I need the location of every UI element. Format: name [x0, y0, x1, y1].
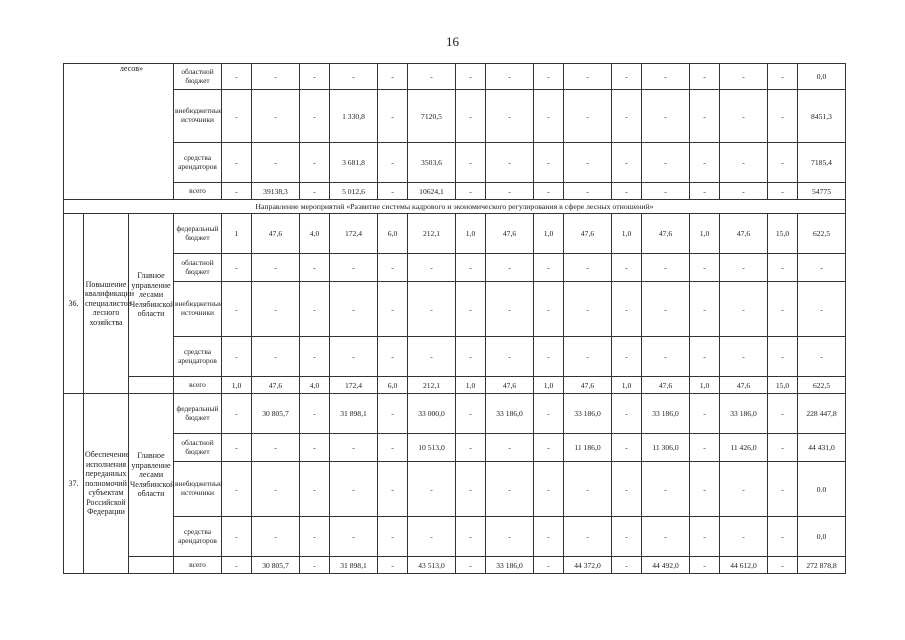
- item-row-value-cell: -: [456, 254, 486, 282]
- funding-source-label: всего: [174, 183, 222, 200]
- item-row-value-cell: -: [486, 434, 534, 462]
- item-row-total-cell: 0,0: [798, 517, 846, 557]
- item-row-value-cell: -: [456, 282, 486, 337]
- continued-row-total-cell: 8451,3: [798, 90, 846, 143]
- continued-row-value-cell: -: [378, 183, 408, 200]
- item-row-value-cell: -: [534, 282, 564, 337]
- continued-row-value-cell: -: [690, 64, 720, 90]
- item-row-value-cell: 33 000,0: [408, 394, 456, 434]
- item-row-value-cell: -: [456, 394, 486, 434]
- item-row-value-cell: 1,0: [222, 377, 252, 394]
- item-row-value-cell: 172,4: [330, 377, 378, 394]
- continued-row-value-cell: -: [252, 64, 300, 90]
- item-row-value-cell: -: [378, 557, 408, 574]
- item-row-value-cell: -: [690, 557, 720, 574]
- item-row-value-cell: 15,0: [768, 214, 798, 254]
- item-executor: Главное управление лесами Челябинской области: [129, 394, 174, 557]
- item-row-value-cell: 47,6: [486, 214, 534, 254]
- item-row-value-cell: -: [300, 462, 330, 517]
- item-row-value-cell: 47,6: [564, 377, 612, 394]
- item-row-value-cell: -: [720, 254, 768, 282]
- table-row: [64, 90, 846, 143]
- item-row-value-cell: -: [222, 394, 252, 434]
- item-row-value-cell: 1,0: [612, 377, 642, 394]
- continued-row-value-cell: -: [768, 90, 798, 143]
- item-row-value-cell: 33 186,0: [486, 394, 534, 434]
- continued-row-total-cell: 7185,4: [798, 143, 846, 183]
- item-row-value-cell: 1,0: [612, 214, 642, 254]
- item-row-value-cell: 47,6: [252, 214, 300, 254]
- item-row-value-cell: 33 186,0: [642, 394, 690, 434]
- item-row-value-cell: -: [690, 517, 720, 557]
- item-row-value-cell: 1,0: [534, 377, 564, 394]
- table-row: [64, 214, 846, 254]
- item-row-value-cell: 6,0: [378, 377, 408, 394]
- item-row-value-cell: 212,1: [408, 377, 456, 394]
- continued-row-total-cell: 0,0: [798, 64, 846, 90]
- item-row-value-cell: -: [300, 337, 330, 377]
- item-row-value-cell: -: [330, 254, 378, 282]
- funding-source-label: внебюджетные источники: [174, 462, 222, 517]
- continued-row-value-cell: -: [642, 90, 690, 143]
- item-row-total-cell: 622,5: [798, 377, 846, 394]
- item-row-value-cell: 6,0: [378, 214, 408, 254]
- funding-source-label: всего: [174, 557, 222, 574]
- continued-row-value-cell: -: [378, 90, 408, 143]
- continued-row-value-cell: 7120,5: [408, 90, 456, 143]
- item-row-value-cell: -: [408, 254, 456, 282]
- item-row-value-cell: -: [690, 434, 720, 462]
- item-index: 36.: [64, 214, 84, 394]
- continued-row-value-cell: 10624,1: [408, 183, 456, 200]
- item-row-value-cell: -: [564, 254, 612, 282]
- continued-row-value-cell: -: [222, 90, 252, 143]
- continued-row-value-cell: -: [564, 64, 612, 90]
- continued-row-value-cell: -: [768, 143, 798, 183]
- item-row-value-cell: -: [408, 517, 456, 557]
- funding-source-label: всего: [174, 377, 222, 394]
- continued-row-value-cell: -: [486, 64, 534, 90]
- continued-row-value-cell: -: [330, 64, 378, 90]
- continued-row-value-cell: -: [612, 90, 642, 143]
- continued-row-value-cell: -: [222, 143, 252, 183]
- item-row-value-cell: -: [720, 282, 768, 337]
- item-row-value-cell: -: [720, 337, 768, 377]
- item-row-value-cell: 31 898,1: [330, 394, 378, 434]
- continued-row-value-cell: -: [768, 183, 798, 200]
- item-row-value-cell: 15,0: [768, 377, 798, 394]
- item-row-value-cell: -: [642, 517, 690, 557]
- item-name: Обеспечение исполнения переданных полномочий субъектам Российской Федерации: [84, 394, 129, 574]
- item-row-value-cell: -: [456, 462, 486, 517]
- item-row-value-cell: -: [486, 462, 534, 517]
- item-row-value-cell: -: [720, 517, 768, 557]
- item-row-value-cell: -: [690, 462, 720, 517]
- item-row-value-cell: -: [612, 254, 642, 282]
- item-row-value-cell: -: [330, 517, 378, 557]
- item-row-value-cell: -: [378, 462, 408, 517]
- item-row-total-cell: -: [798, 337, 846, 377]
- item-row-value-cell: -: [534, 434, 564, 462]
- item-row-value-cell: 11 426,0: [720, 434, 768, 462]
- item-row-value-cell: -: [486, 337, 534, 377]
- item-row-value-cell: -: [378, 434, 408, 462]
- item-row-value-cell: -: [642, 337, 690, 377]
- item-row-value-cell: -: [534, 517, 564, 557]
- continued-row-value-cell: -: [486, 183, 534, 200]
- item-row-value-cell: -: [222, 517, 252, 557]
- table-row: [64, 254, 846, 282]
- continued-row-value-cell: -: [564, 183, 612, 200]
- item-row-value-cell: -: [642, 254, 690, 282]
- item-row-value-cell: 4,0: [300, 214, 330, 254]
- continued-row-value-cell: -: [222, 64, 252, 90]
- item-row-value-cell: 1,0: [534, 214, 564, 254]
- funding-source-label: внебюджетные источники: [174, 90, 222, 143]
- item-row-value-cell: -: [456, 557, 486, 574]
- item-row-value-cell: 43 513,0: [408, 557, 456, 574]
- item-row-value-cell: 30 805,7: [252, 394, 300, 434]
- item-row-value-cell: -: [222, 282, 252, 337]
- item-row-value-cell: -: [378, 394, 408, 434]
- item-row-total-cell: -: [798, 254, 846, 282]
- item-row-value-cell: -: [768, 462, 798, 517]
- continued-row-value-cell: -: [252, 143, 300, 183]
- item-row-value-cell: -: [300, 254, 330, 282]
- funding-source-label: средства арендаторов: [174, 143, 222, 183]
- item-row-value-cell: -: [612, 282, 642, 337]
- item-row-value-cell: 30 805,7: [252, 557, 300, 574]
- continued-row-value-cell: -: [534, 90, 564, 143]
- item-row-value-cell: -: [378, 254, 408, 282]
- table-row: [64, 377, 846, 394]
- continued-row-value-cell: -: [486, 90, 534, 143]
- continued-row-value-cell: -: [456, 183, 486, 200]
- continued-row-value-cell: -: [564, 143, 612, 183]
- item-row-value-cell: -: [768, 434, 798, 462]
- item-row-value-cell: -: [300, 282, 330, 337]
- continued-row-value-cell: -: [534, 64, 564, 90]
- continued-row-value-cell: -: [378, 143, 408, 183]
- continued-row-value-cell: -: [612, 183, 642, 200]
- item-row-value-cell: -: [534, 462, 564, 517]
- item-index: 37.: [64, 394, 84, 574]
- funding-source-label: областной бюджет: [174, 434, 222, 462]
- item-row-value-cell: 1: [222, 214, 252, 254]
- item-row-value-cell: -: [486, 282, 534, 337]
- item-row-value-cell: -: [612, 557, 642, 574]
- continued-row-value-cell: -: [720, 183, 768, 200]
- funding-source-label: федеральный бюджет: [174, 394, 222, 434]
- item-row-value-cell: -: [222, 557, 252, 574]
- item-row-value-cell: -: [330, 337, 378, 377]
- item-row-value-cell: 47,6: [720, 377, 768, 394]
- continued-row-value-cell: -: [408, 64, 456, 90]
- continued-row-value-cell: -: [690, 90, 720, 143]
- item-row-value-cell: -: [564, 282, 612, 337]
- item-row-value-cell: -: [330, 434, 378, 462]
- item-row-value-cell: -: [768, 254, 798, 282]
- continued-row-value-cell: -: [378, 64, 408, 90]
- continued-row-value-cell: -: [720, 90, 768, 143]
- item-row-value-cell: 33 186,0: [720, 394, 768, 434]
- item-row-value-cell: -: [534, 394, 564, 434]
- continued-row-value-cell: -: [300, 183, 330, 200]
- continued-row-value-cell: 3503,6: [408, 143, 456, 183]
- continued-row-value-cell: -: [534, 183, 564, 200]
- direction-title: Направление мероприятий «Развитие системы кадрового и экономического регулирования в сфере лесных отношений»: [64, 200, 846, 214]
- item-row-value-cell: -: [300, 517, 330, 557]
- item-row-total-cell: 44 431,0: [798, 434, 846, 462]
- item-row-value-cell: -: [564, 517, 612, 557]
- item-row-value-cell: -: [612, 517, 642, 557]
- table-row: [64, 183, 846, 200]
- table-row: [64, 64, 846, 90]
- item-row-value-cell: -: [252, 282, 300, 337]
- item-row-total-cell: 622,5: [798, 214, 846, 254]
- item-row-value-cell: -: [252, 337, 300, 377]
- item-row-value-cell: -: [408, 462, 456, 517]
- item-row-value-cell: 47,6: [564, 214, 612, 254]
- item-row-value-cell: -: [456, 434, 486, 462]
- continued-row-value-cell: -: [612, 143, 642, 183]
- continued-row-value-cell: -: [300, 90, 330, 143]
- item-row-value-cell: 44 612,0: [720, 557, 768, 574]
- continued-row-value-cell: -: [486, 143, 534, 183]
- continued-row-value-cell: 5 012,6: [330, 183, 378, 200]
- table-row: [64, 143, 846, 183]
- item-row-value-cell: 11 306,0: [642, 434, 690, 462]
- funding-source-label: областной бюджет: [174, 64, 222, 90]
- item-row-value-cell: -: [690, 254, 720, 282]
- funding-source-label: федеральный бюджет: [174, 214, 222, 254]
- item-row-value-cell: -: [690, 337, 720, 377]
- continued-row-value-cell: -: [690, 183, 720, 200]
- item-row-value-cell: -: [300, 434, 330, 462]
- empty-cell: [129, 377, 174, 394]
- item-row-value-cell: -: [768, 517, 798, 557]
- item-row-value-cell: -: [768, 557, 798, 574]
- continued-item-label: лесов»: [64, 64, 174, 200]
- item-row-total-cell: -: [798, 282, 846, 337]
- item-row-value-cell: -: [720, 462, 768, 517]
- continued-row-value-cell: -: [456, 64, 486, 90]
- continued-row-value-cell: -: [642, 143, 690, 183]
- continued-row-value-cell: -: [456, 143, 486, 183]
- item-row-value-cell: 47,6: [642, 214, 690, 254]
- continued-row-value-cell: -: [252, 90, 300, 143]
- item-row-value-cell: 47,6: [642, 377, 690, 394]
- empty-cell: [129, 557, 174, 574]
- item-row-value-cell: 33 186,0: [486, 557, 534, 574]
- item-row-value-cell: -: [222, 337, 252, 377]
- table-row: [64, 282, 846, 337]
- item-row-value-cell: 47,6: [252, 377, 300, 394]
- continued-row-value-cell: -: [768, 64, 798, 90]
- item-row-value-cell: -: [612, 462, 642, 517]
- item-row-total-cell: 228 447,8: [798, 394, 846, 434]
- item-row-value-cell: -: [300, 394, 330, 434]
- item-row-value-cell: 1,0: [690, 214, 720, 254]
- item-row-value-cell: -: [534, 557, 564, 574]
- item-row-value-cell: 4,0: [300, 377, 330, 394]
- item-row-value-cell: 33 186,0: [564, 394, 612, 434]
- item-row-value-cell: 47,6: [486, 377, 534, 394]
- item-name: Повышение квалификации специалистов лесного хозяйства: [84, 214, 129, 394]
- item-row-value-cell: -: [456, 337, 486, 377]
- continued-row-value-cell: -: [642, 183, 690, 200]
- continued-row-value-cell: -: [534, 143, 564, 183]
- item-row-total-cell: 0.0: [798, 462, 846, 517]
- item-row-value-cell: 1,0: [456, 377, 486, 394]
- table-row: [64, 394, 846, 434]
- item-row-value-cell: 1,0: [456, 214, 486, 254]
- item-row-value-cell: 47,6: [720, 214, 768, 254]
- continued-row-value-cell: -: [300, 64, 330, 90]
- budget-table: [63, 63, 846, 574]
- item-row-value-cell: -: [486, 517, 534, 557]
- item-row-value-cell: 172,4: [330, 214, 378, 254]
- item-row-value-cell: 1,0: [690, 377, 720, 394]
- item-row-value-cell: -: [612, 434, 642, 462]
- item-row-value-cell: 11 186,0: [564, 434, 612, 462]
- item-row-value-cell: 10 513,0: [408, 434, 456, 462]
- item-row-value-cell: -: [690, 282, 720, 337]
- funding-source-label: внебюджетные источники: [174, 282, 222, 337]
- item-row-value-cell: -: [330, 282, 378, 337]
- continued-row-total-cell: 54775: [798, 183, 846, 200]
- table-row: [64, 557, 846, 574]
- item-row-value-cell: -: [330, 462, 378, 517]
- item-row-value-cell: -: [534, 254, 564, 282]
- item-row-value-cell: 31 898,1: [330, 557, 378, 574]
- continued-row-value-cell: -: [690, 143, 720, 183]
- item-row-value-cell: -: [612, 394, 642, 434]
- continued-row-value-cell: -: [456, 90, 486, 143]
- continued-row-value-cell: -: [642, 64, 690, 90]
- item-row-value-cell: -: [534, 337, 564, 377]
- item-row-value-cell: 44 492,0: [642, 557, 690, 574]
- item-row-value-cell: -: [642, 282, 690, 337]
- continued-row-value-cell: -: [720, 64, 768, 90]
- table-row: [64, 517, 846, 557]
- item-row-value-cell: -: [690, 394, 720, 434]
- item-row-value-cell: -: [456, 517, 486, 557]
- item-row-total-cell: 272 878,8: [798, 557, 846, 574]
- continued-row-value-cell: -: [564, 90, 612, 143]
- item-row-value-cell: -: [768, 394, 798, 434]
- item-row-value-cell: -: [642, 462, 690, 517]
- page-number: 16: [446, 34, 459, 49]
- item-row-value-cell: -: [768, 282, 798, 337]
- item-row-value-cell: -: [408, 282, 456, 337]
- item-row-value-cell: -: [564, 462, 612, 517]
- item-row-value-cell: -: [252, 434, 300, 462]
- item-row-value-cell: 212,1: [408, 214, 456, 254]
- table-row: [64, 434, 846, 462]
- continued-row-value-cell: -: [300, 143, 330, 183]
- funding-source-label: средства арендаторов: [174, 517, 222, 557]
- item-row-value-cell: 44 372,0: [564, 557, 612, 574]
- item-row-value-cell: -: [408, 337, 456, 377]
- continued-row-value-cell: 3 681,8: [330, 143, 378, 183]
- item-row-value-cell: -: [222, 462, 252, 517]
- item-row-value-cell: -: [222, 254, 252, 282]
- item-row-value-cell: -: [378, 517, 408, 557]
- table-row: [64, 337, 846, 377]
- continued-row-value-cell: -: [720, 143, 768, 183]
- table-row: [64, 462, 846, 517]
- table-row: [64, 200, 846, 214]
- item-row-value-cell: -: [252, 254, 300, 282]
- item-row-value-cell: -: [252, 517, 300, 557]
- item-row-value-cell: -: [486, 254, 534, 282]
- funding-source-label: областной бюджет: [174, 254, 222, 282]
- item-executor: Главное управление лесами Челябинской области: [129, 214, 174, 377]
- item-row-value-cell: -: [612, 337, 642, 377]
- continued-row-value-cell: -: [612, 64, 642, 90]
- continued-row-value-cell: 1 330,8: [330, 90, 378, 143]
- item-row-value-cell: -: [222, 434, 252, 462]
- item-row-value-cell: -: [378, 282, 408, 337]
- item-row-value-cell: -: [768, 337, 798, 377]
- continued-row-value-cell: 39138,3: [252, 183, 300, 200]
- item-row-value-cell: -: [300, 557, 330, 574]
- item-row-value-cell: -: [564, 337, 612, 377]
- item-row-value-cell: -: [378, 337, 408, 377]
- funding-source-label: средства арендаторов: [174, 337, 222, 377]
- continued-row-value-cell: -: [222, 183, 252, 200]
- item-row-value-cell: -: [252, 462, 300, 517]
